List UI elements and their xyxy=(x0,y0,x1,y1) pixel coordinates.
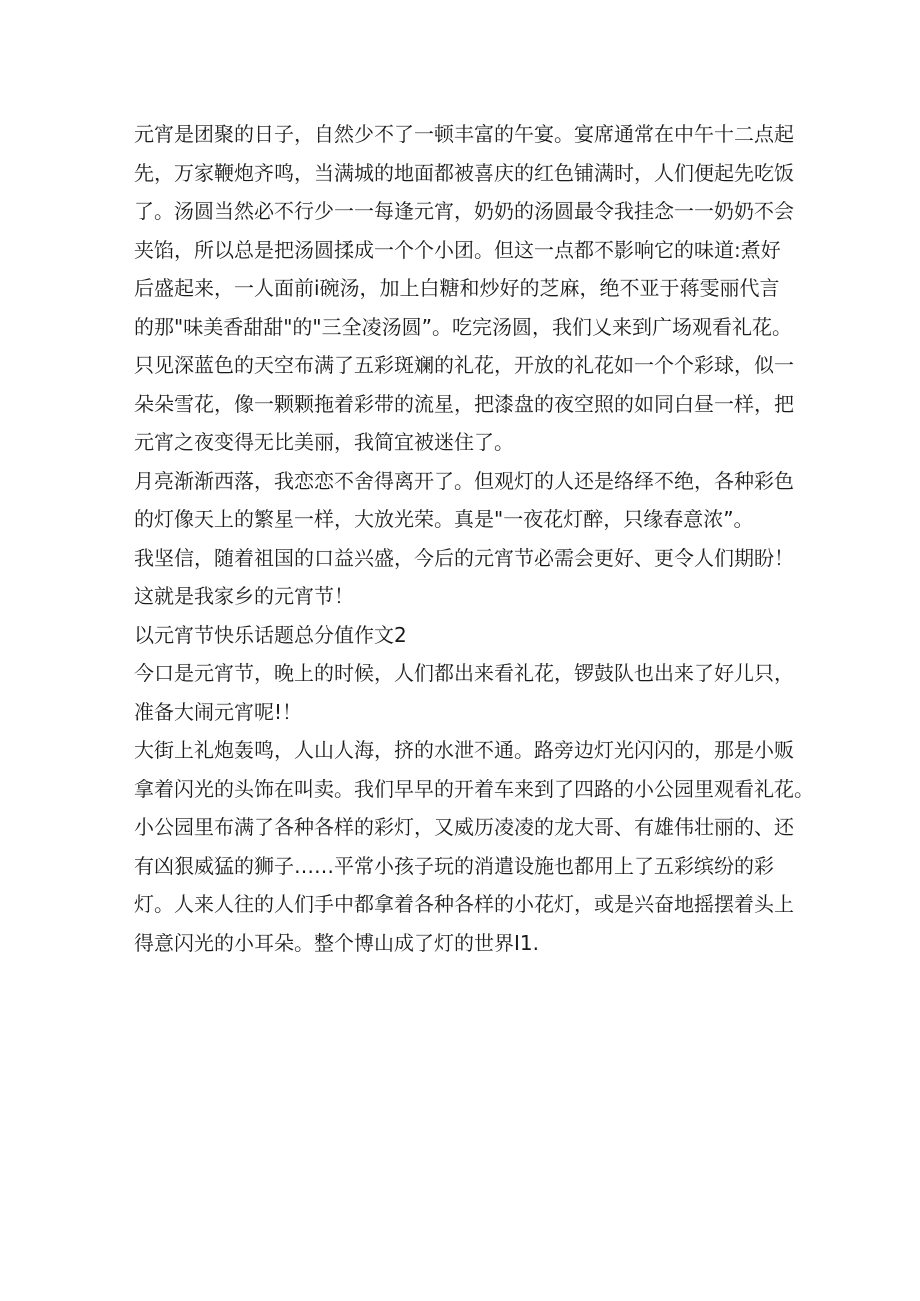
section-heading: 以元宵节快乐话题总分值作文2 xyxy=(134,622,407,647)
text-line: 先，万家鞭炮齐鸣，当满城的地面都被喜庆的红色铺满时，人们便起先吃饭 xyxy=(134,160,794,185)
text-line: 的那"味美香甜甜"的"三全凌汤圆”。吃完汤圆，我们乂来到广场观看礼花。 xyxy=(134,314,792,339)
document-body xyxy=(134,115,814,962)
text-line: 夹馅，所以总是把汤圆揉成一个个小团。但这一点都不影响它的味道:煮好 xyxy=(134,237,781,262)
text-line: 有凶狠威猛的狮子……平常小孩子玩的消遣设施也都用上了五彩缤纷的彩 xyxy=(134,853,774,878)
text-line: 小公园里布满了各种各样的彩灯，又威历凌凌的龙大哥、有雄伟壮丽的、还 xyxy=(134,815,794,839)
text-line: 只见深蓝色的天空布满了五彩斑斓的礼花，开放的礼花如一个个彩球，似一 xyxy=(134,353,794,377)
text-line: 朵朵雪花，像一颗颗拖着彩带的流星，把漆盘的夜空照的如同白昼一样，把 xyxy=(134,391,794,416)
text-line: 大街上礼炮轰鸣，人山人海，挤的水泄不通。路旁边灯光闪闪的，那是小贩 xyxy=(134,738,794,762)
text-line: 了。汤圆当然必不行少一一每逢元宵，奶奶的汤圆最令我挂念一一奶奶不会 xyxy=(134,199,794,223)
text-line: 拿着闪光的头饰在叫卖。我们早早的开着车来到了四路的小公园里观看礼花。 xyxy=(134,776,814,801)
text-line: 灯。人来人往的人们手中都拿着各种各样的小花灯，或是兴奋地摇摆着头上 xyxy=(134,892,794,916)
text-line: 元宵之夜变得无比美丽，我简宜被迷住了。 xyxy=(134,430,514,454)
text-line: 今口是元宵节，晚上的时候，人们都出来看礼花，锣鼓队也出来了好儿只， xyxy=(134,661,794,685)
text-line: 元宵是团聚的日子，自然少不了一顿丰富的午宴。宴席通常在中午十二点起 xyxy=(134,122,794,146)
text-line: 得意闪光的小耳朵。整个博山成了灯的世界I1. xyxy=(134,930,539,955)
text-line: 的灯像天上的繁星一样，大放光荣。真是"一夜花灯醉，只缘春意浓”。 xyxy=(134,507,754,531)
text-line: 后盛起来，一人面前i碗汤，加上白糖和炒好的芝麻，绝不亚于蒋雯丽代言 xyxy=(134,276,780,300)
text-line: 月亮渐渐西落，我恋恋不舍得离开了。但观灯的人还是络绎不绝，各种彩色 xyxy=(134,468,794,493)
text-line: 我坚信，随着祖国的口益兴盛，今后的元宵节必需会更好、更令人们期盼！ xyxy=(134,545,794,570)
text-line: 准备大闹元宵呢!！ xyxy=(134,699,303,724)
text-line: 这就是我家乡的元宵节！ xyxy=(134,584,354,608)
